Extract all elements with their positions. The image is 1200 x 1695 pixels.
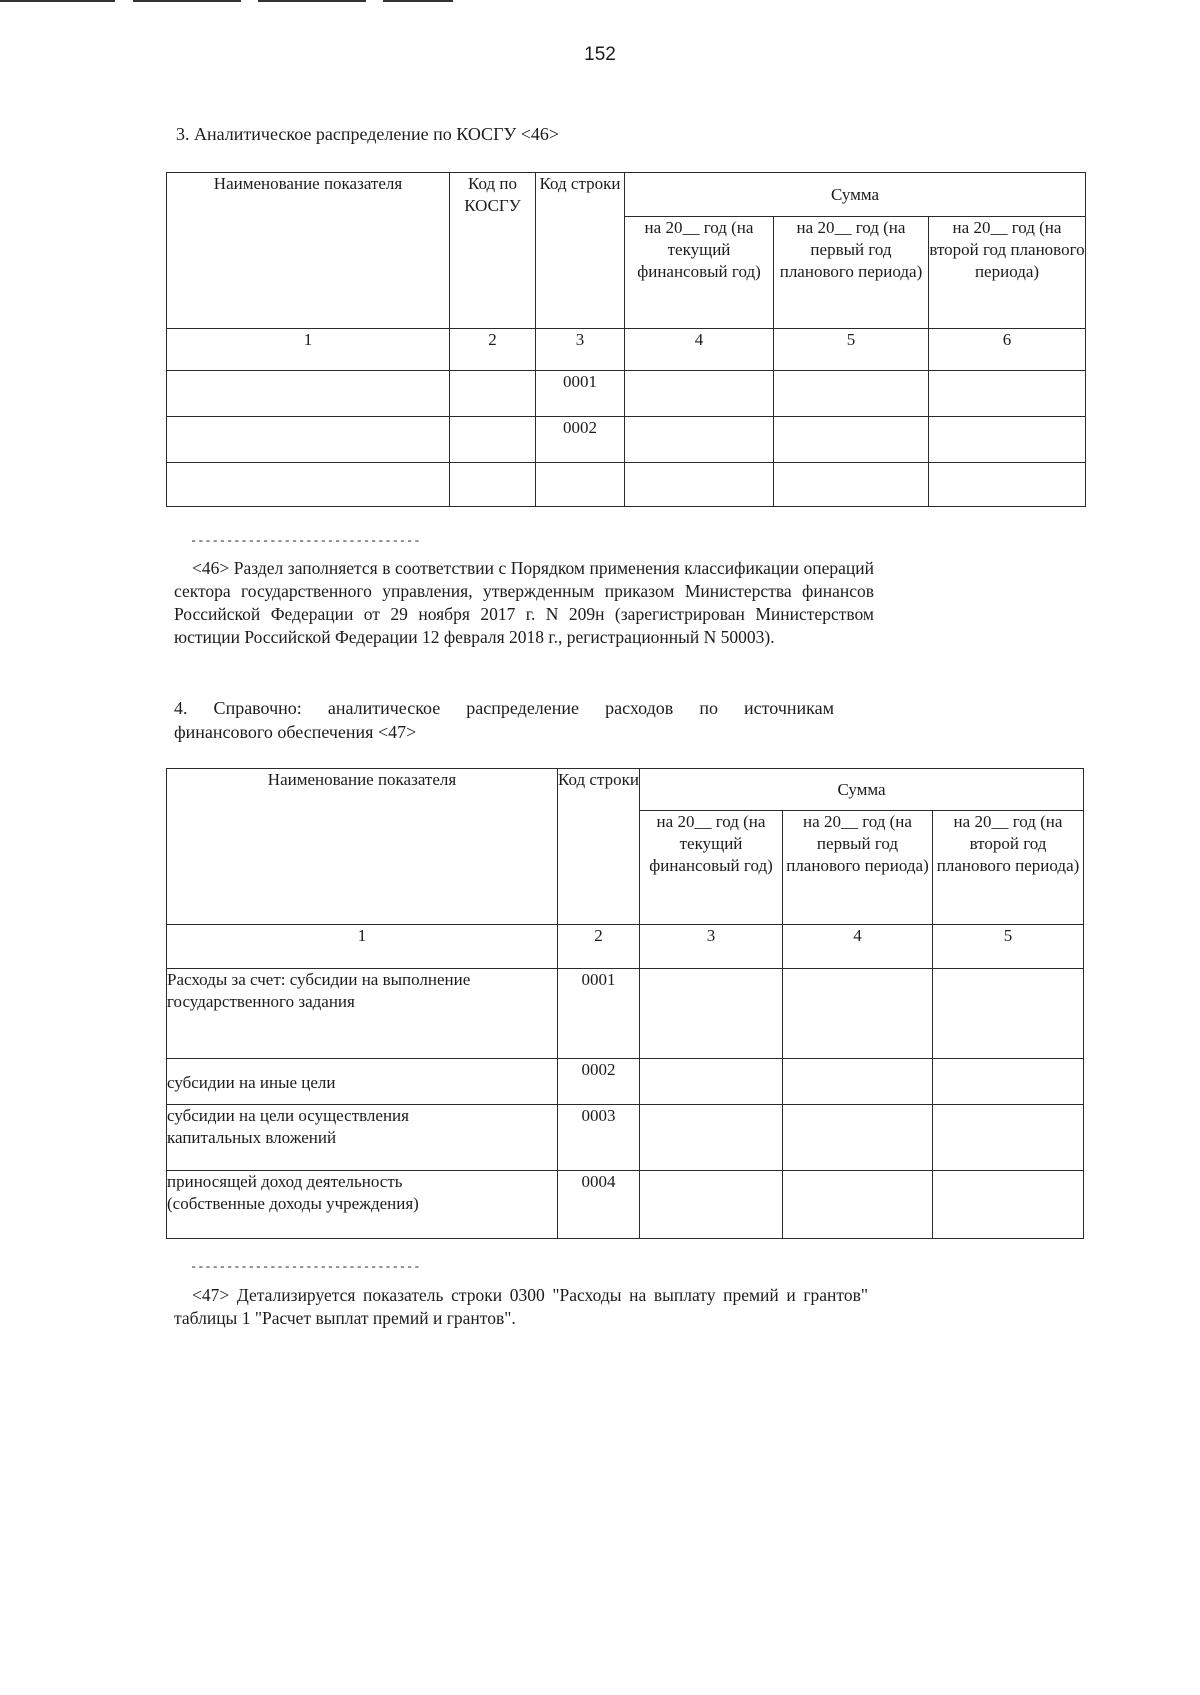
value-cell	[625, 463, 774, 507]
footnote-46-text: <46> Раздел заполняется в соответствии с Порядком применения классификации операций сектора государственного управления, утвержденным приказом Министерства финансов Российской Федерации от 29 ноября 2017 г. N 209н (зарегистрирован Министерством юстиции Российской Федерации 12 февраля 2018 г., регистрационный N 50003).	[174, 558, 874, 647]
section3-heading: 3. Аналитическое распределение по КОСГУ <46>	[176, 124, 560, 144]
value-cell	[933, 1059, 1084, 1105]
column-number: 2	[450, 329, 536, 371]
footnote-separator: --------------------------------	[190, 534, 421, 548]
column-number: 5	[933, 925, 1084, 969]
row-name	[167, 417, 450, 463]
value-cell	[774, 371, 929, 417]
value-cell	[929, 463, 1086, 507]
header-sum: Сумма	[625, 173, 1086, 217]
funding-sources-table	[166, 768, 1084, 1239]
row-line-code: 0004	[558, 1171, 640, 1239]
header-line-code: Код строки	[536, 173, 625, 329]
column-number: 1	[167, 329, 450, 371]
footnote-46	[174, 557, 874, 649]
header-kosgu: Код по КОСГУ	[450, 173, 536, 329]
header-line-code: Код строки	[558, 769, 640, 925]
table-row	[167, 969, 1084, 1059]
scan-edge-marks	[0, 0, 460, 4]
row-kosgu	[450, 417, 536, 463]
section4-heading-line2: финансового обеспечения <47>	[174, 722, 417, 742]
column-number: 3	[640, 925, 783, 969]
footnote-47	[174, 1284, 868, 1330]
value-cell	[640, 1171, 783, 1239]
column-number: 3	[536, 329, 625, 371]
row-line-code: 0002	[558, 1059, 640, 1105]
value-cell	[929, 371, 1086, 417]
header-sum: Сумма	[640, 769, 1084, 811]
row-line-code: 0002	[536, 417, 625, 463]
column-number: 5	[774, 329, 929, 371]
row-line-code: 0001	[558, 969, 640, 1059]
column-number: 4	[783, 925, 933, 969]
value-cell	[933, 969, 1084, 1059]
row-kosgu	[450, 371, 536, 417]
column-number: 4	[625, 329, 774, 371]
table-row	[167, 417, 1086, 463]
column-number: 2	[558, 925, 640, 969]
section4-heading-line1: 4. Справочно: аналитическое распределение расходов по источникам	[174, 698, 834, 718]
value-cell	[774, 417, 929, 463]
page-number: 152	[584, 44, 616, 65]
value-cell	[783, 969, 933, 1059]
column-number: 6	[929, 329, 1086, 371]
value-cell	[640, 1059, 783, 1105]
footnote-47-text: <47> Детализируется показатель строки 0300 "Расходы на выплату премий и грантов" таблицы 1 "Расчет выплат премий и грантов".	[174, 1285, 868, 1328]
value-cell	[929, 417, 1086, 463]
table-row	[167, 1059, 1084, 1105]
value-cell	[625, 417, 774, 463]
row-kosgu	[450, 463, 536, 507]
table-row	[167, 1105, 1084, 1171]
header-first-plan-year: на 20__ год (на первый год планового периода)	[774, 217, 929, 329]
header-name: Наименование показателя	[167, 173, 450, 329]
header-second-plan-year: на 20__ год (на второй год планового периода)	[929, 217, 1086, 329]
row-line-code	[536, 463, 625, 507]
table-row	[167, 1171, 1084, 1239]
row-name: Расходы за счет: субсидии на выполнение государственного задания	[167, 969, 558, 1059]
row-name: субсидии на иные цели	[167, 1059, 558, 1105]
table-row	[167, 371, 1086, 417]
header-name: Наименование показателя	[167, 769, 558, 925]
value-cell	[933, 1105, 1084, 1171]
footnote-separator: --------------------------------	[190, 1260, 421, 1274]
row-name: субсидии на цели осуществления капитальных вложений	[167, 1105, 558, 1171]
value-cell	[640, 1105, 783, 1171]
column-number: 1	[167, 925, 558, 969]
value-cell	[774, 463, 929, 507]
value-cell	[933, 1171, 1084, 1239]
value-cell	[625, 371, 774, 417]
header-second-plan-year: на 20__ год (на второй год планового периода)	[933, 811, 1084, 925]
value-cell	[783, 1171, 933, 1239]
table-row	[167, 463, 1086, 507]
header-current-year: на 20__ год (на текущий финансовый год)	[640, 811, 783, 925]
kosgu-table	[166, 172, 1086, 507]
row-line-code: 0003	[558, 1105, 640, 1171]
value-cell	[783, 1105, 933, 1171]
row-name	[167, 463, 450, 507]
row-name	[167, 371, 450, 417]
header-first-plan-year: на 20__ год (на первый год планового периода)	[783, 811, 933, 925]
value-cell	[783, 1059, 933, 1105]
value-cell	[640, 969, 783, 1059]
header-current-year: на 20__ год (на текущий финансовый год)	[625, 217, 774, 329]
row-line-code: 0001	[536, 371, 625, 417]
row-name: приносящей доход деятельность (собственные доходы учреждения)	[167, 1171, 558, 1239]
